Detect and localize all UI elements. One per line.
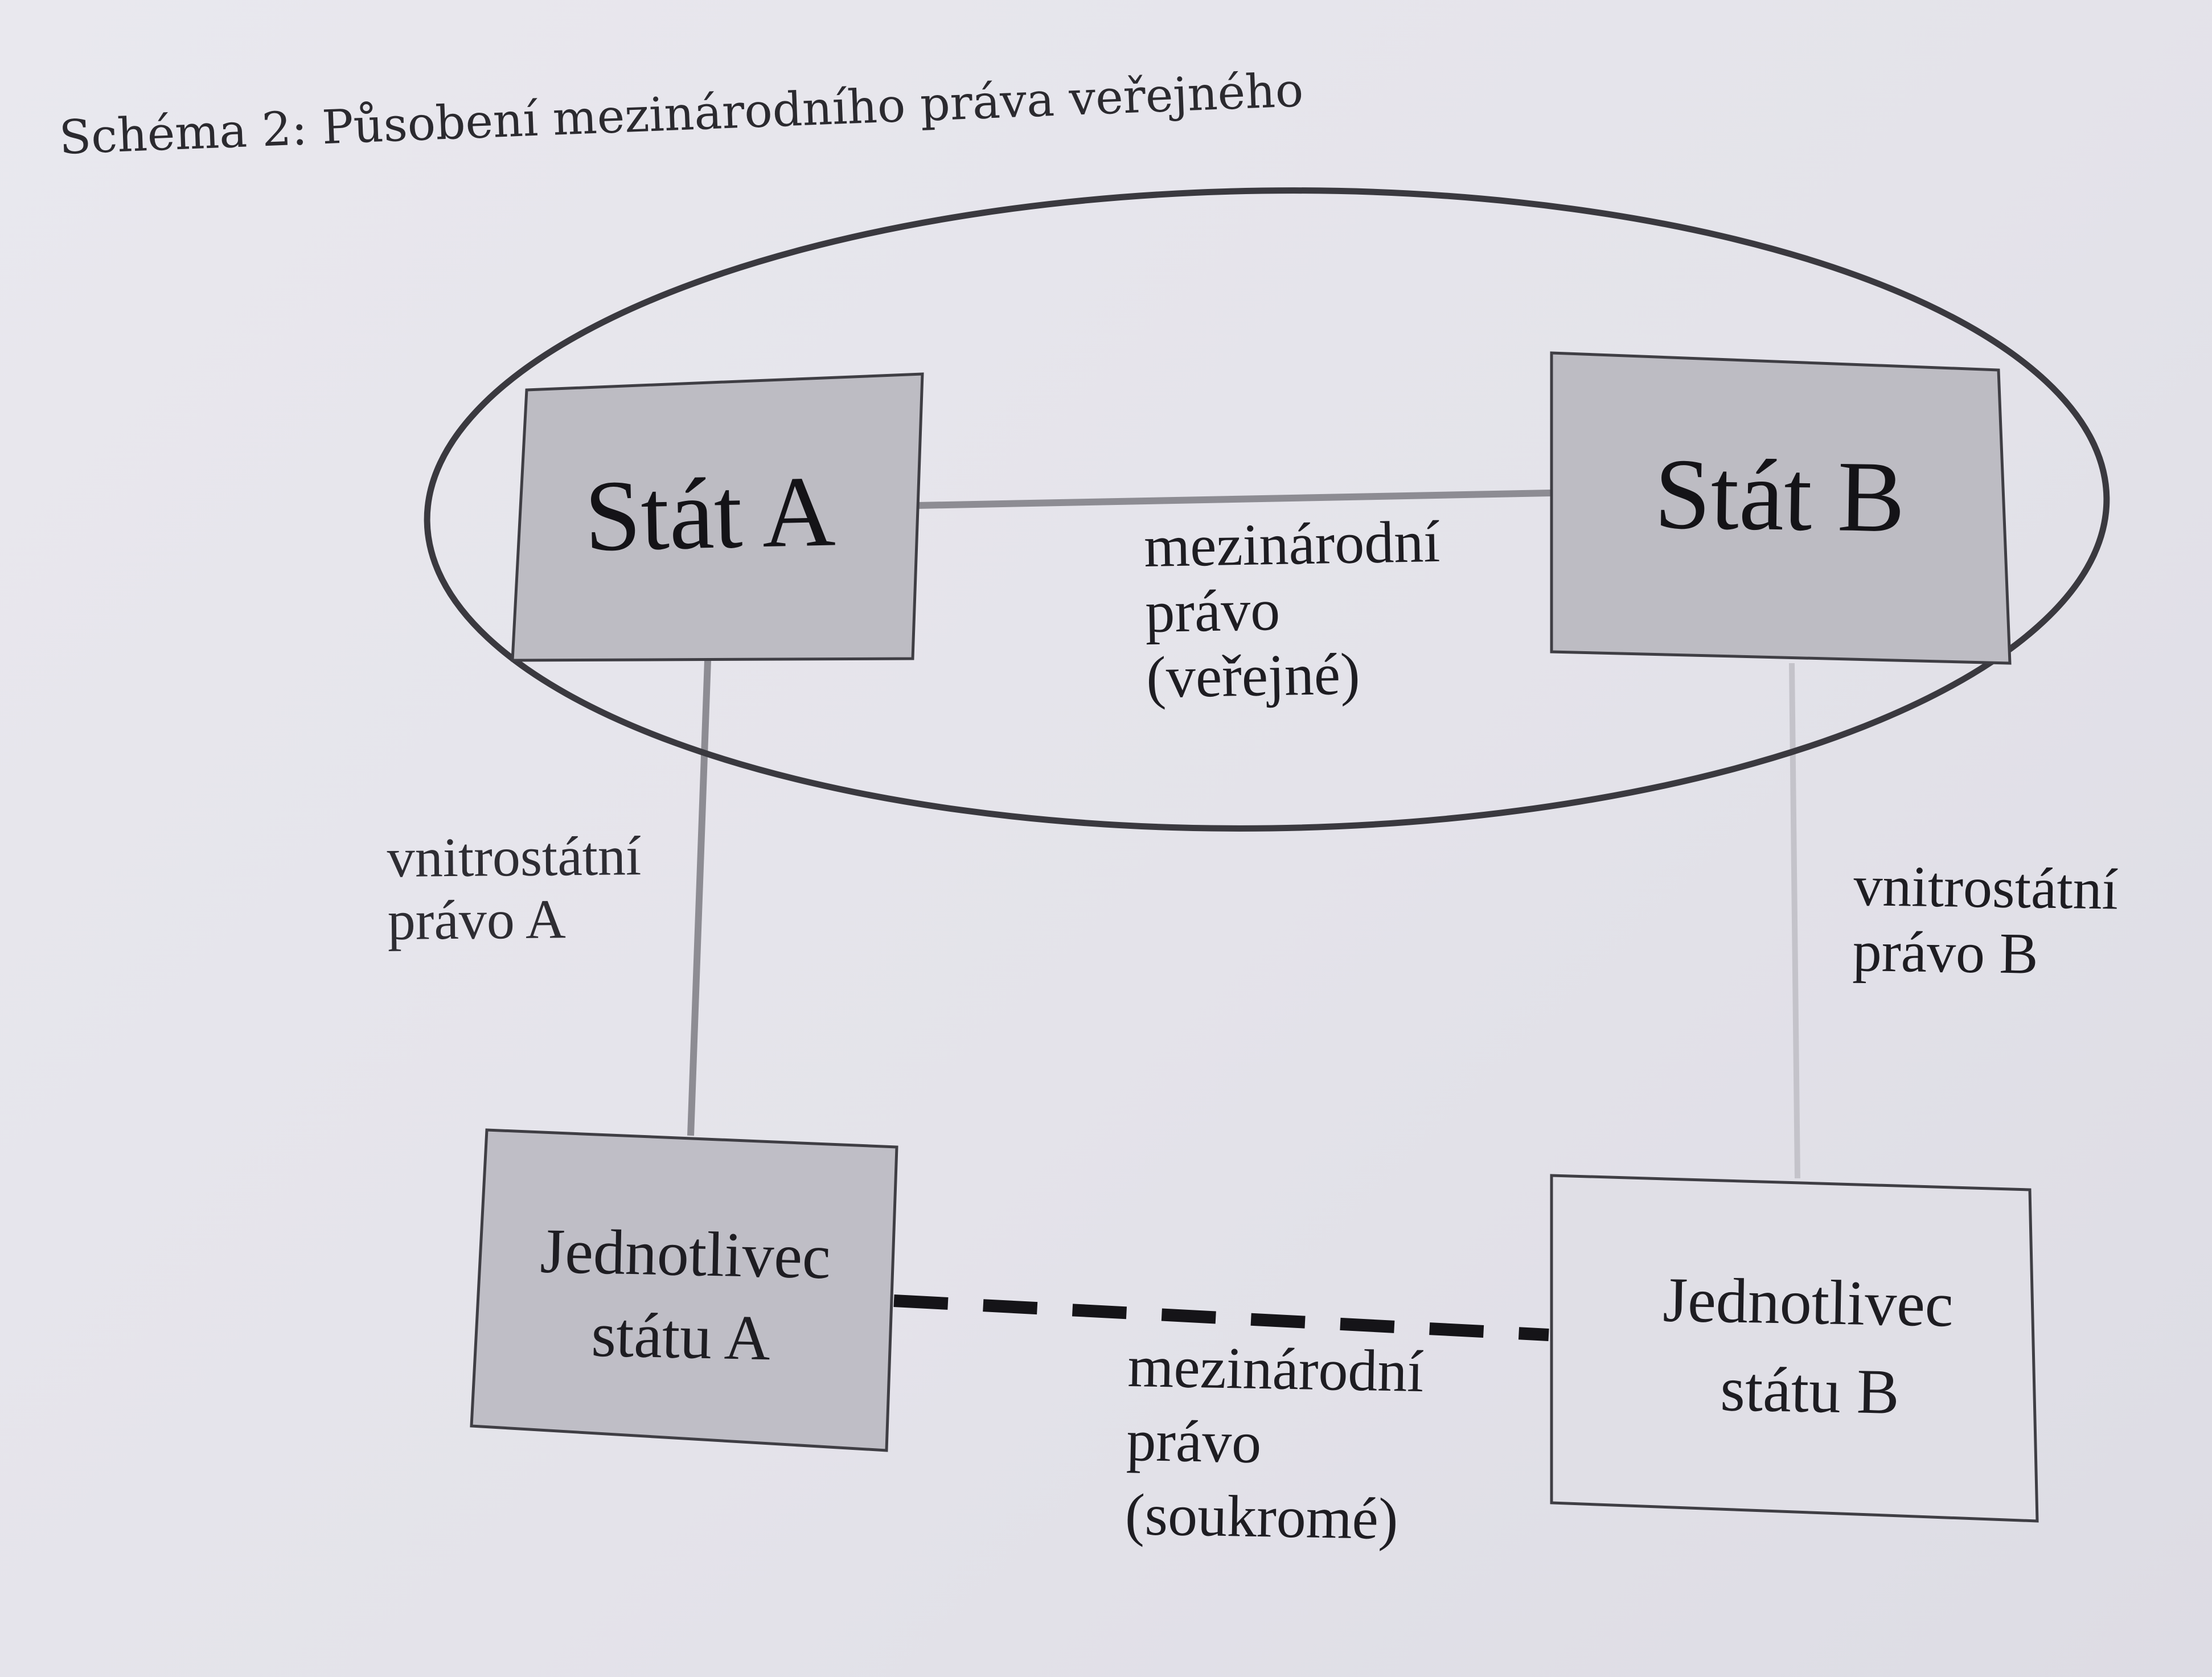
- diagram-caption: Schéma 2: Působení mezinárodního práva veřejného: [58, 63, 1304, 165]
- domestic-law-b-label-line2: právo B: [1852, 919, 2039, 987]
- public-law-label-line1: mezinárodní: [1143, 508, 1441, 579]
- individual-a-label-line1: Jednotlivec: [539, 1215, 832, 1293]
- public-law-connector: [917, 493, 1552, 505]
- private-law-connector: [894, 1301, 1549, 1335]
- individual-b-label-line1: Jednotlivec: [1662, 1264, 1954, 1341]
- state-a-label: Stát A: [583, 454, 836, 573]
- individual-a-box: [471, 1130, 897, 1450]
- individual-b-label-line2: státu B: [1719, 1354, 1900, 1428]
- public-law-label-line3: (veřejné): [1146, 641, 1361, 710]
- individual-b-box: [1552, 1175, 2037, 1521]
- domestic-law-b-connector: [1792, 663, 1797, 1178]
- individual-a-node: [471, 1130, 897, 1450]
- domestic-law-b-label: [1852, 854, 2119, 987]
- domestic-law-a-label-line2: právo A: [387, 889, 567, 952]
- private-law-label-line3: (soukromé): [1125, 1481, 1399, 1552]
- public-law-label: [1143, 509, 1443, 710]
- individual-b-node: [1552, 1175, 2037, 1521]
- state-b-node: [1552, 353, 2010, 663]
- private-law-label-line1: mezinárodní: [1127, 1334, 1425, 1405]
- public-law-label-line2: právo: [1144, 577, 1281, 645]
- domestic-law-b-label-line1: vnitrostátní: [1853, 854, 2119, 922]
- private-law-label-line2: právo: [1126, 1407, 1262, 1476]
- state-a-node: [512, 374, 922, 660]
- private-law-label: [1125, 1334, 1424, 1552]
- state-b-label: Stát B: [1653, 437, 1906, 554]
- domestic-law-a-label-line1: vnitrostátní: [387, 825, 642, 889]
- individual-a-label-line2: státu A: [590, 1299, 771, 1374]
- domestic-law-a-connector: [691, 660, 708, 1136]
- domestic-law-a-label: [387, 825, 642, 952]
